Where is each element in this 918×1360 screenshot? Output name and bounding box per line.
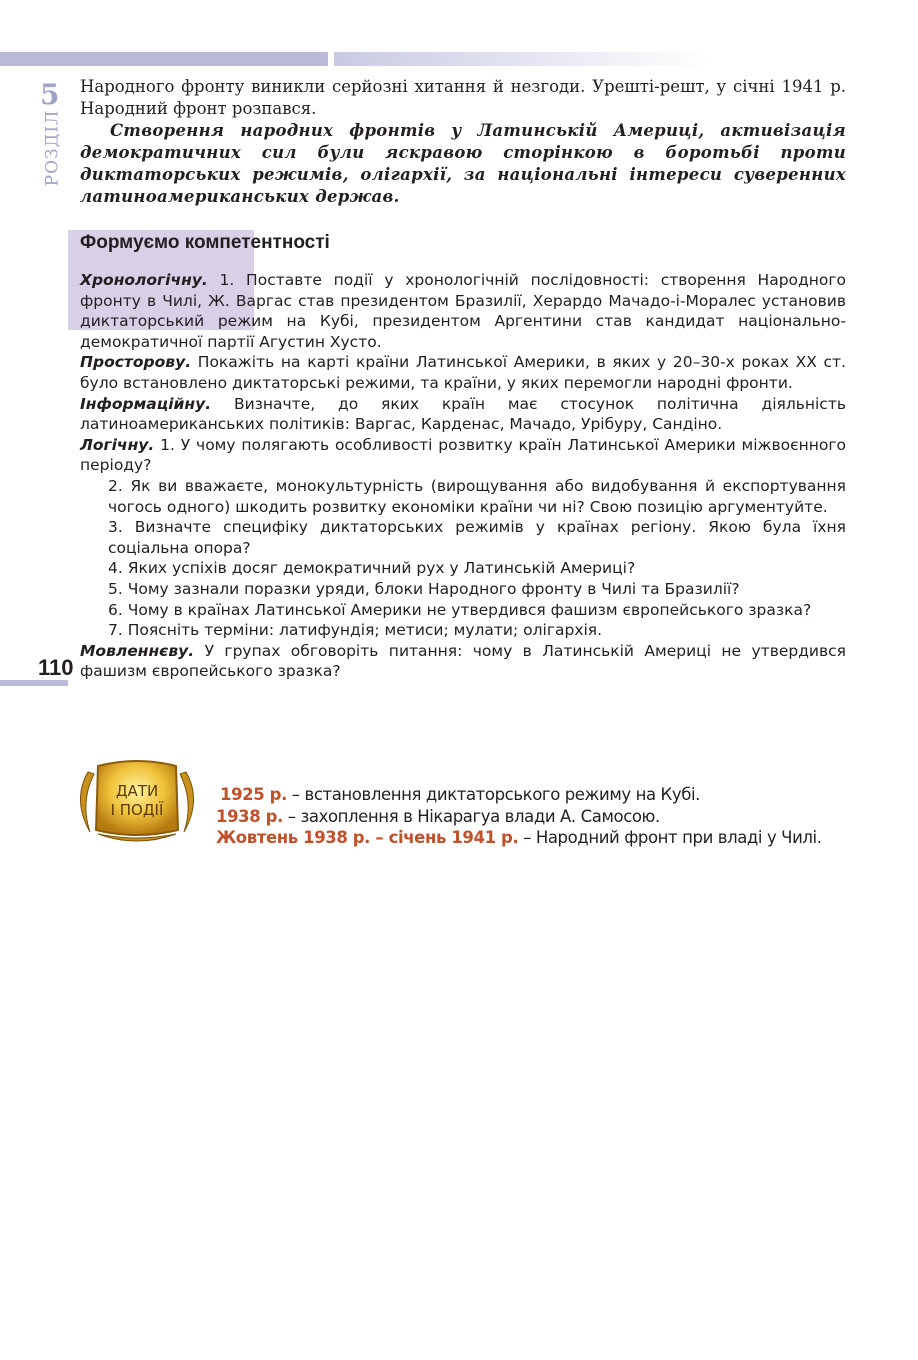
task-text: Покажіть на карті країни Латинської Америки, в яких у 20–30-х роках XX ст. було встановлено диктаторські режими, та країни, у яких перемогли народні фронти. <box>80 353 846 392</box>
task-question: 3. Визначте специфіку диктаторських режимів у країнах регіону. Якою була їхня соціальна опора? <box>108 518 846 557</box>
top-decor-bar <box>0 52 710 66</box>
date-value: Жовтень 1938 р. – січень 1941 р. <box>216 828 519 847</box>
task-label: Хронологічну. <box>80 271 208 289</box>
task-logical <box>80 435 846 641</box>
section-title: Формуємо компетентності <box>80 232 330 253</box>
task-label: Логічну. <box>80 435 155 454</box>
date-row <box>216 806 822 828</box>
task-question: 6. Чому в країнах Латинської Америки не утвердився фашизм європейського зразка? <box>108 600 812 619</box>
date-value: 1938 р. <box>216 806 283 826</box>
chapter-word: РОЗДІЛ <box>42 109 63 187</box>
date-event: – захоплення в Нікарагуа влади А. Самосою. <box>282 806 660 826</box>
task-question: 7. Поясніть терміни: латифундія; метиси; мулати; олігархія. <box>108 621 603 640</box>
page-number-bar <box>0 680 68 686</box>
date-row <box>216 784 822 806</box>
date-value: 1925 р. <box>220 785 287 804</box>
task-chronological <box>80 270 846 352</box>
top-decor-gap <box>328 52 334 66</box>
task-question: 5. Чому зазнали поразки уряди, блоки Народного фронту в Чилі та Бразилії? <box>108 579 740 598</box>
intro-conclusion: Створення народних фронтів у Латинській Америці, активізація демократичних сил були яскравою сторінкою в боротьбі проти диктаторських режимів, олігархії, за національні інтереси суверенних латиноамериканських держав. <box>80 121 846 206</box>
task-label: Інформаційну. <box>80 394 212 413</box>
dates-events-badge <box>68 752 206 848</box>
page-number: 110 <box>38 655 74 680</box>
chapter-label <box>36 78 76 188</box>
date-row <box>216 827 822 849</box>
task-text: 1. Поставте події у хронологічній послідовності: створення Народного фронту в Чилі, Ж. Варгас став президентом Бразилії, Херардо Мачадо-і-Моралес установив диктаторський режим на Кубі, президентом Аргентини став кандидат національно-демократичної партії Агустин Хусто. <box>80 271 846 351</box>
date-event: – встановлення диктаторського режиму на Кубі. <box>286 785 701 804</box>
task-label: Мовленнєву. <box>80 641 195 660</box>
badge-line-1: ДАТИ <box>115 782 159 800</box>
task-speech <box>80 641 846 682</box>
date-event: – Народний фронт при владі у Чилі. <box>518 828 822 847</box>
laurel-left-icon <box>80 772 94 832</box>
task-question: 2. Як ви вважаєте, монокультурність (вирощування або видобування й експортування чогось одного) шкодить розвитку економіки країни чи ні? Свою позицію аргументуйте. <box>108 476 846 516</box>
intro-text <box>80 76 846 208</box>
intro-paragraph: Народного фронту виникли серйозні хитання й незгоди. Урешті-решт, у січні 1941 р. Народний фронт розпався. <box>80 77 846 118</box>
task-spatial <box>80 352 846 393</box>
laurel-right-icon <box>180 772 194 832</box>
task-informational <box>80 394 846 435</box>
dates-list <box>216 784 822 849</box>
task-text: Визначте, до яких країн має стосунок політична діяльність латиноамериканських політиків: Варгас, Карденас, Мачадо, Урібуру, Сандіно. <box>80 394 846 434</box>
task-question: 4. Яких успіхів досяг демократичний рух у Латинській Америці? <box>108 559 636 578</box>
task-text: У групах обговоріть питання: чому в Латинській Америці не утвердився фашизм європейського зразка? <box>80 641 846 681</box>
task-question: 1. У чому полягають особливості розвитку країн Латинської Америки міжвоєнного періоду? <box>80 435 846 475</box>
competence-tasks <box>80 270 846 682</box>
badge-line-2: І ПОДІЇ <box>110 801 164 819</box>
task-label: Просторову. <box>80 353 192 372</box>
chapter-number: 5 <box>40 78 60 111</box>
